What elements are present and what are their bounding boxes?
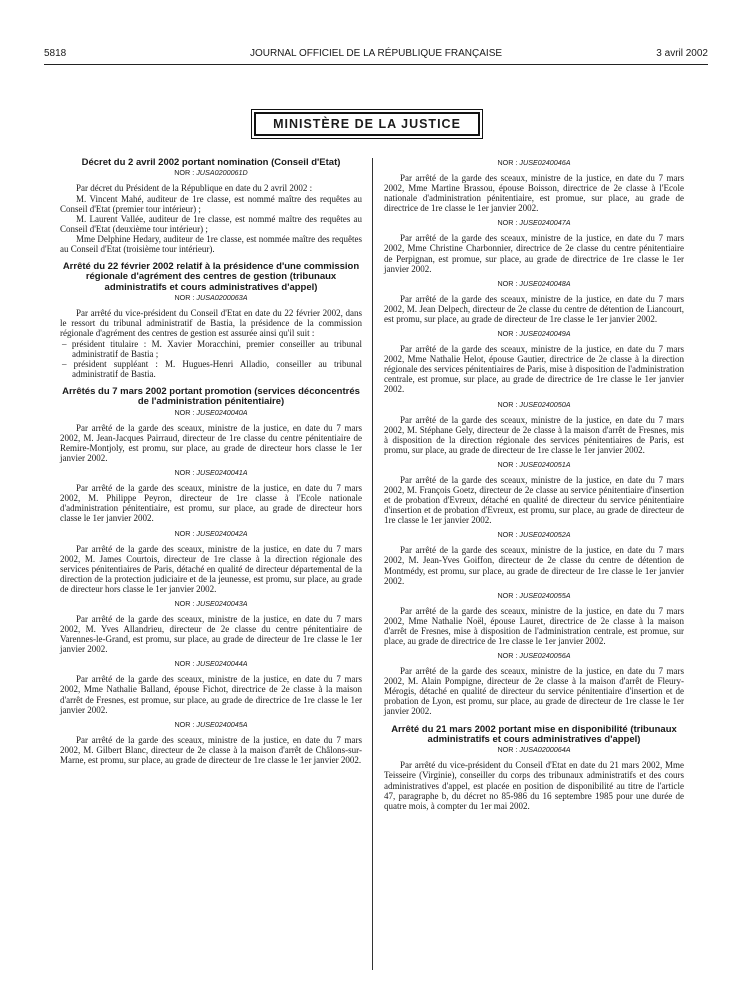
column-divider xyxy=(372,158,373,970)
paragraph: Par arrêté de la garde des sceaux, ministre de la justice, en date du 7 mars 2002, Mme Christine Charbonnier, directrice de 2e classe du centre pénitentiaire de Perpignan, est promue, sur place, au grade de directrice de 1re classe le 1er janvier 2002. xyxy=(384,233,684,274)
paragraph: Par arrêté de la garde des sceaux, ministre de la justice, en date du 7 mars 2002, M. Stéphane Gely, directeur de 2e classe à la maison d'arrêt de Fresnes, mis à disposition de la direction régionale des services pénitentiaires de Paris, est promu, sur place, au grade de directeur de 1re classe le 1er janvier 2002. xyxy=(384,414,684,455)
nor-reference: NOR : JUSE0240046A xyxy=(497,158,571,167)
section-title: Décret du 2 avril 2002 portant nomination (Conseil d'Etat) xyxy=(81,157,341,168)
nor-reference: NOR : JUSE0240052A xyxy=(497,530,571,540)
nor-reference: NOR : JUSE0240050A xyxy=(497,399,571,409)
page-header xyxy=(44,48,708,62)
nor-reference: NOR : JUSE0240042A xyxy=(174,528,248,538)
paragraph: Par arrêté de la garde des sceaux, ministre de la justice, en date du 7 mars 2002, Mme Nathalie Balland, épouse Fichot, directrice de 2e classe à la maison d'arrêt de Fresnes, est promue, sur place, au grade de directrice de 1re classe le 1er janvier 2002. xyxy=(60,674,362,715)
promotion-section xyxy=(60,387,362,765)
ministry-heading: MINISTÈRE DE LA JUSTICE xyxy=(254,112,480,136)
header-rule xyxy=(44,64,708,65)
paragraph: Par arrêté de la garde des sceaux, ministre de la justice, en date du 7 mars 2002, M. Gilbert Blanc, directeur de 2e classe à la maison d'arrêt de Châlons-sur-Marne, est promu, sur place, au grade de directeur de 1re classe le 1er janvier 2002. xyxy=(60,734,362,765)
nor-reference: NOR : JUSE0240055A xyxy=(497,590,571,600)
order-section xyxy=(60,262,362,379)
paragraph: Par arrêté de la garde des sceaux, ministre de la justice, en date du 7 mars 2002, M. James Courtois, directeur de 1re classe à la direction régionale des services pénitentiaires de Paris, détaché en qualité de directeur départemental de la direction de la protection judiciaire et de la jeunesse, est promu, sur place, au grade de directeur hors classe le 1er janvier 2002. xyxy=(60,543,362,594)
paragraph: Par arrêté de la garde des sceaux, ministre de la justice, en date du 7 mars 2002, M. Jean-Yves Goiffon, directeur de 2e classe du centre de détention de Montmédy, est promu, sur place, au grade de directeur de 1re classe le 1er janvier 2002. xyxy=(384,545,684,586)
nor-reference: NOR : JUSE0240043A xyxy=(174,598,248,608)
paragraph: Par arrêté de la garde des sceaux, ministre de la justice, en date du 7 mars 2002, M. Jean Delpech, directeur de 2e classe du centre de détention de Liancourt, est promu, sur place, au grade de directeur de 1re classe le 1er janvier 2002. xyxy=(384,293,684,324)
paragraph: Par arrêté du vice-président du Conseil d'Etat en date du 21 mars 2002, Mme Teisseire (Virginie), conseiller du corps des tribunaux administratifs et des cours administratives d'appel, est placée en position de disponibilité au titre de l'article 47, paragraphe b, du décret no 85-986 du 16 septembre 1985 pour une durée de quatre mois, à compter du 1er mai 2002. xyxy=(384,760,684,811)
paragraph: M. Laurent Vallée, auditeur de 1re classe, est nommé maître des requêtes au Conseil d'Etat (deuxième tour intérieur) ; xyxy=(60,213,362,234)
right-column xyxy=(384,158,684,811)
paragraph: Par arrêté de la garde des sceaux, ministre de la justice, en date du 7 mars 2002, M. François Goetz, directeur de 2e classe au service pénitentiaire d'insertion et de probation d'Evreux, détaché en qualité de directeur du service pénitentiaire d'insertion et de probation d'Evreux, est promu, sur place, au grade de directeur de 1re classe le 1er janvier 2002. xyxy=(384,474,684,526)
paragraph: Mme Delphine Hedary, auditeur de 1re classe, est nommée maître des requêtes au Conseil d'Etat (troisième tour intérieur). xyxy=(60,233,362,254)
nor-reference: NOR : JUSE0240051A xyxy=(497,459,571,469)
nor-reference: NOR : JUSE0240047A xyxy=(497,218,571,228)
paragraph: Par arrêté de la garde des sceaux, ministre de la justice, en date du 7 mars 2002, Mme Martine Brassou, épouse Boisson, directrice de 2e classe à l'Ecole nationale d'administration pénitentiaire, est promue, sur place, au grade de directrice de 1re classe le 1er janvier 2002. xyxy=(384,173,684,214)
paragraph: Par arrêté de la garde des sceaux, ministre de la justice, en date du 7 mars 2002, M. Alain Pompigne, directeur de 2e classe à la maison d'arrêt de Fleury-Mérogis, détaché en qualité de directeur du service pénitentiaire d'insertion et de probation de Lyon, est promu, sur place, au grade de directeur de 1re classe le 1er janvier 2002. xyxy=(384,666,684,717)
decree-section xyxy=(60,158,362,254)
nor-reference: NOR : JUSA0200064A xyxy=(497,745,571,755)
section-title: Arrêté du 21 mars 2002 portant mise en disponibilité (tribunaux administratifs et cours administratives d'appel) xyxy=(391,723,677,745)
nor-reference: NOR : JUSE0240045A xyxy=(174,719,248,729)
list-item: – président suppléant : M. Hugues-Henri Alladio, conseiller au tribunal administratif de Bastia. xyxy=(62,358,362,379)
paragraph: Par arrêté de la garde des sceaux, ministre de la justice, en date du 7 mars 2002, M. Yves Allandrieu, directeur de 2e classe du centre pénitentiaire de Varennes-le-Grand, est promu, sur place, au grade de directeur de 1re classe le 1er janvier 2002. xyxy=(60,613,362,655)
nor-reference: NOR : JUSE0240049A xyxy=(497,329,571,339)
dash-list xyxy=(60,339,362,379)
nor-reference: NOR : JUSE0240044A xyxy=(174,659,248,669)
page-number: 5818 xyxy=(44,48,67,59)
list-item: – président titulaire : M. Xavier Moracchini, premier conseiller au tribunal administratif de Bastia ; xyxy=(62,338,362,359)
paragraph: M. Vincent Mahé, auditeur de 1re classe, est nommé maître des requêtes au Conseil d'Etat (premier tour intérieur) ; xyxy=(60,193,362,214)
journal-title: JOURNAL OFFICIEL DE LA RÉPUBLIQUE FRANÇAISE xyxy=(249,48,503,59)
nor-reference: NOR : JUSE0240040A xyxy=(174,407,248,417)
paragraph: Par arrêté de la garde des sceaux, ministre de la justice, en date du 7 mars 2002, M. Philippe Peyron, directeur de 1re classe à l'Ecole nationale d'administration pénitentiaire, est promu, sur place, au grade de directeur hors classe le 1er janvier 2002. xyxy=(60,483,362,524)
availability-section xyxy=(384,725,684,811)
nor-reference: NOR : JUSA0200063A xyxy=(174,293,248,303)
section-title: Arrêté du 22 février 2002 relatif à la présidence d'une commission régionale d'agrément des centres de gestion (tribunaux administratifs et cours administratives d'appel) xyxy=(62,261,360,293)
nor-reference: NOR : JUSA0200061D xyxy=(174,168,248,178)
nor-reference: NOR : JUSE0240048A xyxy=(497,278,571,288)
left-column xyxy=(60,158,362,765)
nor-reference: NOR : JUSE0240056A xyxy=(497,651,571,661)
paragraph: Par décret du Président de la République en date du 2 avril 2002 : xyxy=(76,183,313,194)
paragraph: Par arrêté de la garde des sceaux, ministre de la justice, en date du 7 mars 2002, M. Jean-Jacques Pairraud, directeur de 1re classe du centre pénitentiaire de Remire-Montjoly, est promu, sur place, au grade de directeur hors classe le 1er janvier 2002. xyxy=(60,422,362,464)
paragraph: Par arrêté de la garde des sceaux, ministre de la justice, en date du 7 mars 2002, Mme Nathalie Helot, épouse Gautier, directrice de 2e classe à la direction régionale des services pénitentiaires de Paris, mise à disposition de l'administration centrale, est promue, sur place, au grade de directrice de 1re classe le 1er janvier 2002. xyxy=(384,344,684,395)
nor-reference: NOR : JUSE0240041A xyxy=(174,468,248,478)
issue-date: 3 avril 2002 xyxy=(656,48,708,59)
section-title: Arrêtés du 7 mars 2002 portant promotion (services déconcentrés de l'administration pénitentiaire) xyxy=(62,385,360,408)
paragraph: Par arrêté de la garde des sceaux, ministre de la justice, en date du 7 mars 2002, Mme Nathalie Noël, épouse Lauret, directrice de 2e classe à la maison d'arrêt de Fresnes, mise à disposition de l'administration centrale, est promue, sur place, au grade de directrice de 1re classe le 1er janvier 2002. xyxy=(384,605,684,646)
paragraph: Par arrêté du vice-président du Conseil d'Etat en date du 22 février 2002, dans le ressort du tribunal administratif de Bastia, la présidence de la commission régionale d'agrément des centres de gestion est assurée ainsi qu'il suit : xyxy=(60,308,362,339)
